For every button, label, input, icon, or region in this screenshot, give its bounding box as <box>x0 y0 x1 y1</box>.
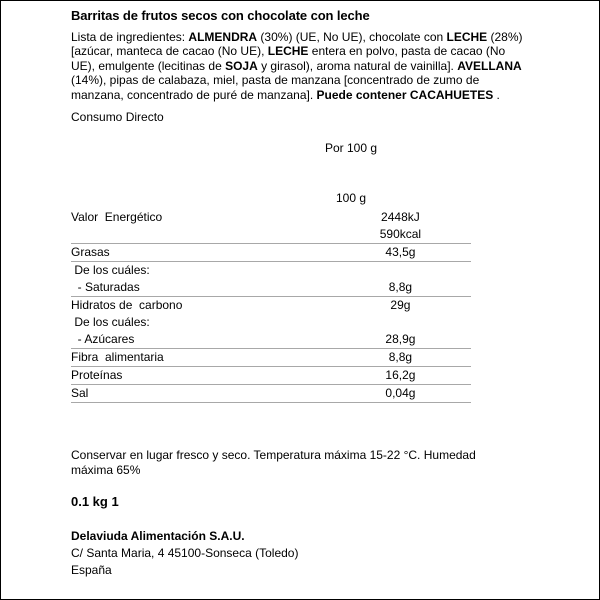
nutrient-value <box>330 262 471 280</box>
nutrition-table-section <box>71 141 531 403</box>
nutrition-table-body <box>71 209 471 403</box>
nutrient-value: 0,04g <box>330 385 471 403</box>
manufacturer-block <box>71 528 511 579</box>
table-row <box>71 385 471 403</box>
table-row <box>71 279 471 297</box>
consumption-text: Consumo Directo <box>71 110 164 125</box>
ingredient-text: (30%) (UE, No UE), chocolate con <box>257 30 447 44</box>
nutrition-column-header-row <box>71 141 531 159</box>
nutrient-label: Valor Energético <box>71 210 163 224</box>
nutrient-value: 28,9g <box>330 331 471 349</box>
ingredient-text: Lista de ingredientes: <box>71 30 189 44</box>
ingredient-allergen: LECHE <box>267 44 309 59</box>
nutrient-label: Hidratos de carbono <box>71 298 183 312</box>
nutrient-label: - Azúcares <box>71 331 330 349</box>
nutrition-table <box>71 209 471 403</box>
nutrient-label: De los cuáles: <box>71 263 150 277</box>
storage-instructions: Conservar en lugar fresco y seco. Temperatura máxima 15-22 °C. Humedad máxima 65% <box>71 448 476 477</box>
nutrient-label: Proteínas <box>71 367 330 385</box>
ingredients-list <box>71 30 531 102</box>
ingredient-allergen: LECHE <box>446 30 488 44</box>
nutrient-value: 43,5g <box>330 244 471 262</box>
table-row <box>71 244 471 262</box>
nutrition-column-subheader: 100 g <box>335 191 367 205</box>
nutrient-value: 8,8g <box>330 279 471 297</box>
nutrient-value <box>330 314 471 331</box>
table-row <box>71 367 471 385</box>
nutrient-label: De los cuáles: <box>71 315 150 329</box>
table-row <box>71 297 471 315</box>
ingredient-allergen: ALMENDRA <box>188 30 258 44</box>
nutrient-value: 2448kJ <box>381 210 420 224</box>
nutrient-value: 8,8g <box>330 349 471 367</box>
company-address: C/ Santa Maria, 4 45100-Sonseca (Toledo) <box>71 546 299 560</box>
ingredient-allergen: Puede contener CACAHUETES <box>316 87 494 102</box>
nutrition-column-subheader-row <box>71 191 531 207</box>
nutrient-label: Grasas <box>71 244 330 262</box>
ingredient-text: y girasol), aroma natural de vainilla]. <box>257 58 458 73</box>
nutrient-label <box>71 226 330 244</box>
nutrient-value: 16,2g <box>330 367 471 385</box>
ingredient-allergen: SOJA <box>225 58 258 73</box>
table-row <box>71 331 471 349</box>
table-row <box>71 314 471 331</box>
company-name: Delaviuda Alimentación S.A.U. <box>71 529 245 543</box>
nutrient-label: Fibra alimentaria <box>71 349 330 367</box>
ingredient-text: entera en polvo, pasta de cacao (No UE), emulgente (lecitinas de <box>71 44 506 73</box>
nutrient-value: 29g <box>390 298 411 312</box>
table-row <box>71 349 471 367</box>
table-row <box>71 226 471 244</box>
ingredient-text: . <box>493 87 500 102</box>
ingredient-allergen: AVELLANA <box>457 58 522 73</box>
label-header-section <box>71 1 531 124</box>
net-weight: 0.1 kg 1 <box>71 494 119 509</box>
ingredient-text: (14%), pipas de calabaza, miel, pasta de manzana [concentrado de zumo de manzana, concentrado de puré de manzana]. <box>71 73 480 102</box>
nutrient-label: - Saturadas <box>71 279 330 297</box>
ingredient-text: (28%) [azúcar, manteca de cacao (No UE), <box>71 30 523 59</box>
table-row <box>71 262 471 280</box>
nutrition-column-header: Por 100 g <box>324 141 378 155</box>
company-country: España <box>71 563 112 577</box>
page-title: Barritas de frutos secos con chocolate con leche <box>71 8 370 23</box>
nutrient-value: 590kcal <box>330 226 471 244</box>
nutrient-label: Sal <box>71 385 330 403</box>
table-row <box>71 209 471 226</box>
